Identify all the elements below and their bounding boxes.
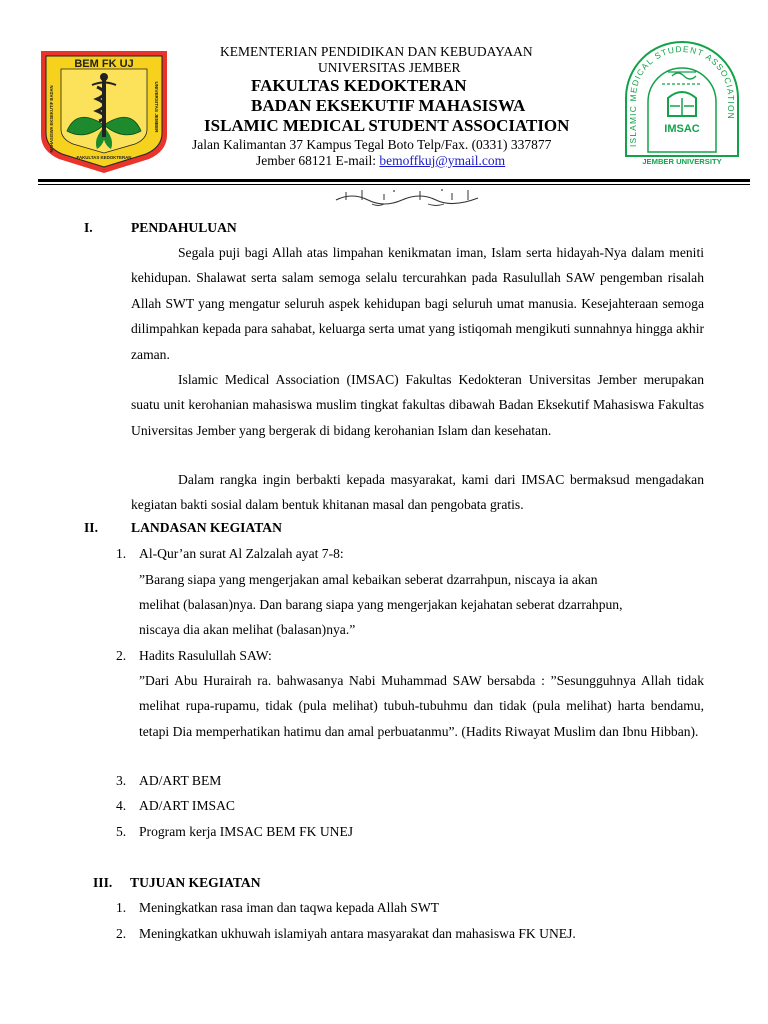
imsac-logo [616,40,748,174]
section-3-number: III. [93,875,113,890]
section-1-paragraph-1: Segala puji bagi Allah atas limpahan kenikmatan iman, Islam serta hidayah-Nya dalam meniti kehidupan. Shalawat serta salam semoga selalu tercurahkan pada Rasulullah SAW pengemban risalah Allah SWT yang mengatur seluruh aspek kehidupan bagi seluruh umat manusia. Kesejahteraan semoga dilimpahkan kepada para sahabat, keluarga serta umat yang istiqomah mengikuti sunnahnya hingga akhir zaman. [131,245,704,362]
logo-bottom-text: FAKULTAS KEDOKTERAN [76,155,132,160]
letterhead-association: ISLAMIC MEDICAL STUDENT ASSOCIATION [204,116,570,135]
imsac-arc-text: ISLAMIC MEDICAL STUDENT ASSOCIATION [627,43,736,147]
section-2-title: LANDASAN KEGIATAN [131,520,282,535]
quote-2-hadith: ”Dari Abu Hurairah ra. bahwasanya Nabi Muhammad SAW bersabda : ”Sesungguhnya Allah tidak melihat rupa-rupamu, tidak (pula melihat) tubuh-tubuhmu dan tidak (pula melihat) harta bendamu, tetapi Dia memperhatikan hatimu dan amal perbuatanmu”. (Hadits Riwayat Muslim dan Ibnu Hibban). [139,673,704,739]
list-item-label: Al-Qur’an surat Al Zalzalah ayat 7-8: [139,546,344,561]
imsac-name: IMSAC [664,123,700,135]
letterhead-contact [256,153,505,169]
list-item-number: 3. [116,773,127,788]
letterhead-address: Jalan Kalimantan 37 Kampus Tegal Boto Telp/Fax. (0331) 337877 [192,137,552,152]
imsac-footer: JEMBER UNIVERSITY [642,157,722,166]
letterhead-bem: BADAN EKSEKUTIF MAHASISWA [251,96,526,115]
list-item-number: 5. [116,824,127,839]
quote-1-line-1: ”Barang siapa yang mengerjakan amal kebaikan seberat dzarrahpun, niscaya ia akan [139,572,598,587]
email-link[interactable]: bemoffkuj@ymail.com [379,153,506,168]
letterhead-faculty: FAKULTAS KEDOKTERAN [251,76,467,95]
list-item-label: Meningkatkan rasa iman dan taqwa kepada Allah SWT [139,900,440,915]
logo-right-text: UNIVERSITAS JEMBER [154,81,159,133]
list-item-number: 1. [116,900,127,915]
list-item-label: Program kerja IMSAC BEM FK UNEJ [139,824,354,839]
list-item-number: 2. [116,926,127,941]
basmalah-calligraphy [332,186,482,208]
quote-1-line-2: melihat (balasan)nya. Dan barang siapa yang mengerjakan kejahatan seberat dzarrahpun, [139,597,623,612]
section-1-number: I. [84,220,93,235]
section-1-title: PENDAHULUAN [131,220,237,235]
list-item-label: Meningkatkan ukhuwah islamiyah antara masyarakat dan mahasiswa FK UNEJ. [139,926,576,941]
logo-top-text: BEM FK UJ [74,58,134,70]
list-item-number: 1. [116,546,127,561]
section-2-number: II. [84,520,98,535]
list-item-number: 2. [116,648,127,663]
logo-left-text: MAHASISWA EKSEKUTIF BADAN [49,85,54,153]
list-item-label: Hadits Rasulullah SAW: [139,648,272,663]
quote-1-line-3: niscaya dia akan melihat (balasan)nya.” [139,622,356,637]
section-1-paragraph-2: Islamic Medical Association (IMSAC) Fakultas Kedokteran Universitas Jember merupakan suatu unit kerohanian mahasiswa muslim tingkat fakultas dibawah Badan Eksekutif Mahasiswa Fakultas Universitas Jember yang bergerak di bidang kerohanian Islam dan kesehatan. [131,372,704,438]
list-item-label: AD/ART IMSAC [139,798,235,813]
list-item-label: AD/ART BEM [139,773,222,788]
section-3-title: TUJUAN KEGIATAN [130,875,261,890]
letterhead-rule-thick [38,179,750,182]
list-item-number: 4. [116,798,127,813]
letterhead-university: UNIVERSITAS JEMBER [318,60,461,75]
letterhead-contact-prefix: Jember 68121 E-mail: [256,153,380,168]
letterhead-rule-thin [38,184,750,185]
bem-fk-uj-logo [37,47,171,175]
section-1-paragraph-3: Dalam rangka ingin berbakti kepada masyarakat, kami dari IMSAC bermaksud mengadakan kegiatan bakti sosial dalam bentuk khitanan masal dan pengobata gratis. [131,472,704,513]
letterhead-ministry: KEMENTERIAN PENDIDIKAN DAN KEBUDAYAAN [220,44,533,59]
